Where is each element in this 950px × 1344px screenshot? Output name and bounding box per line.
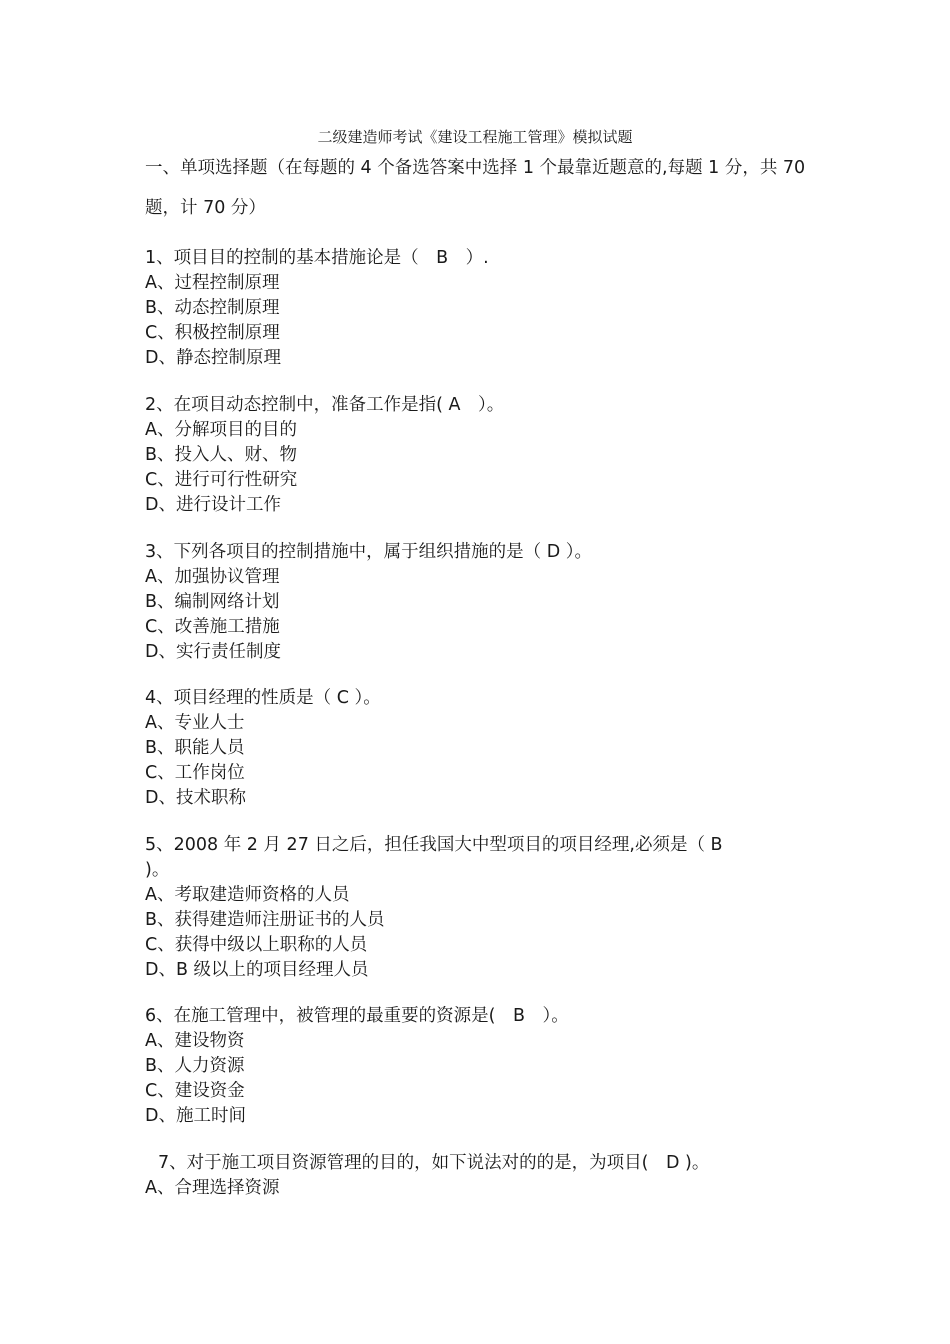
option-a: A、专业人士 — [145, 713, 245, 733]
question-stem: 6、在施工管理中，被管理的最重要的资源是( B ）。 — [145, 1006, 569, 1026]
option-d: D、施工时间 — [145, 1106, 246, 1126]
option-b: B、获得建造师注册证书的人员 — [145, 910, 385, 930]
option-c: C、积极控制原理 — [145, 323, 280, 343]
option-d: D、静态控制原理 — [145, 348, 281, 368]
option-a: A、考取建造师资格的人员 — [145, 885, 350, 905]
option-b: B、动态控制原理 — [145, 298, 280, 318]
option-d: D、B 级以上的项目经理人员 — [145, 960, 369, 980]
question-7 — [145, 1151, 785, 1201]
option-c: C、工作岗位 — [145, 763, 245, 783]
option-b: B、投入人、财、物 — [145, 445, 298, 465]
question-stem: 2、在项目动态控制中，准备工作是指( A ）。 — [145, 395, 505, 415]
option-a: A、过程控制原理 — [145, 273, 280, 293]
option-b: B、编制网络计划 — [145, 592, 280, 612]
option-b: B、职能人员 — [145, 738, 245, 758]
option-b: B、人力资源 — [145, 1056, 245, 1076]
option-c: C、获得中级以上职称的人员 — [145, 935, 368, 955]
question-5 — [145, 833, 750, 983]
option-a: A、建设物资 — [145, 1031, 245, 1051]
question-stem: 3、下列各项目的控制措施中，属于组织措施的是（ D ）。 — [145, 542, 592, 562]
option-c: C、进行可行性研究 — [145, 470, 298, 490]
question-3 — [145, 540, 785, 665]
question-2 — [145, 393, 785, 518]
question-4 — [145, 686, 785, 811]
option-a: A、合理选择资源 — [145, 1178, 280, 1198]
question-stem: 7、对于施工项目资源管理的目的，如下说法对的的是，为项目( D )。 — [158, 1153, 710, 1173]
question-stem: 5、2008 年 2 月 27 日之后，担任我国大中型项目的项目经理,必须是（ B )。 — [145, 835, 723, 880]
option-d: D、实行责任制度 — [145, 642, 281, 662]
option-d: D、进行设计工作 — [145, 495, 281, 515]
question-6 — [145, 1004, 785, 1129]
option-a: A、加强协议管理 — [145, 567, 280, 587]
option-c: C、建设资金 — [145, 1081, 245, 1101]
option-c: C、改善施工措施 — [145, 617, 280, 637]
question-stem: 4、项目经理的性质是（ C ）。 — [145, 688, 381, 708]
document-title: 二级建造师考试《建设工程施工管理》模拟试题 — [317, 128, 633, 146]
section-heading: 一、单项选择题（在每题的 4 个备选答案中选择 1 个最靠近题意的,每题 1 分，共 70 题，计 70 分） — [145, 158, 806, 218]
option-a: A、分解项目的目的 — [145, 420, 297, 440]
question-1 — [145, 246, 785, 371]
option-d: D、技术职称 — [145, 788, 246, 808]
question-stem: 1、项目目的控制的基本措施论是（ B ）. — [145, 248, 489, 268]
